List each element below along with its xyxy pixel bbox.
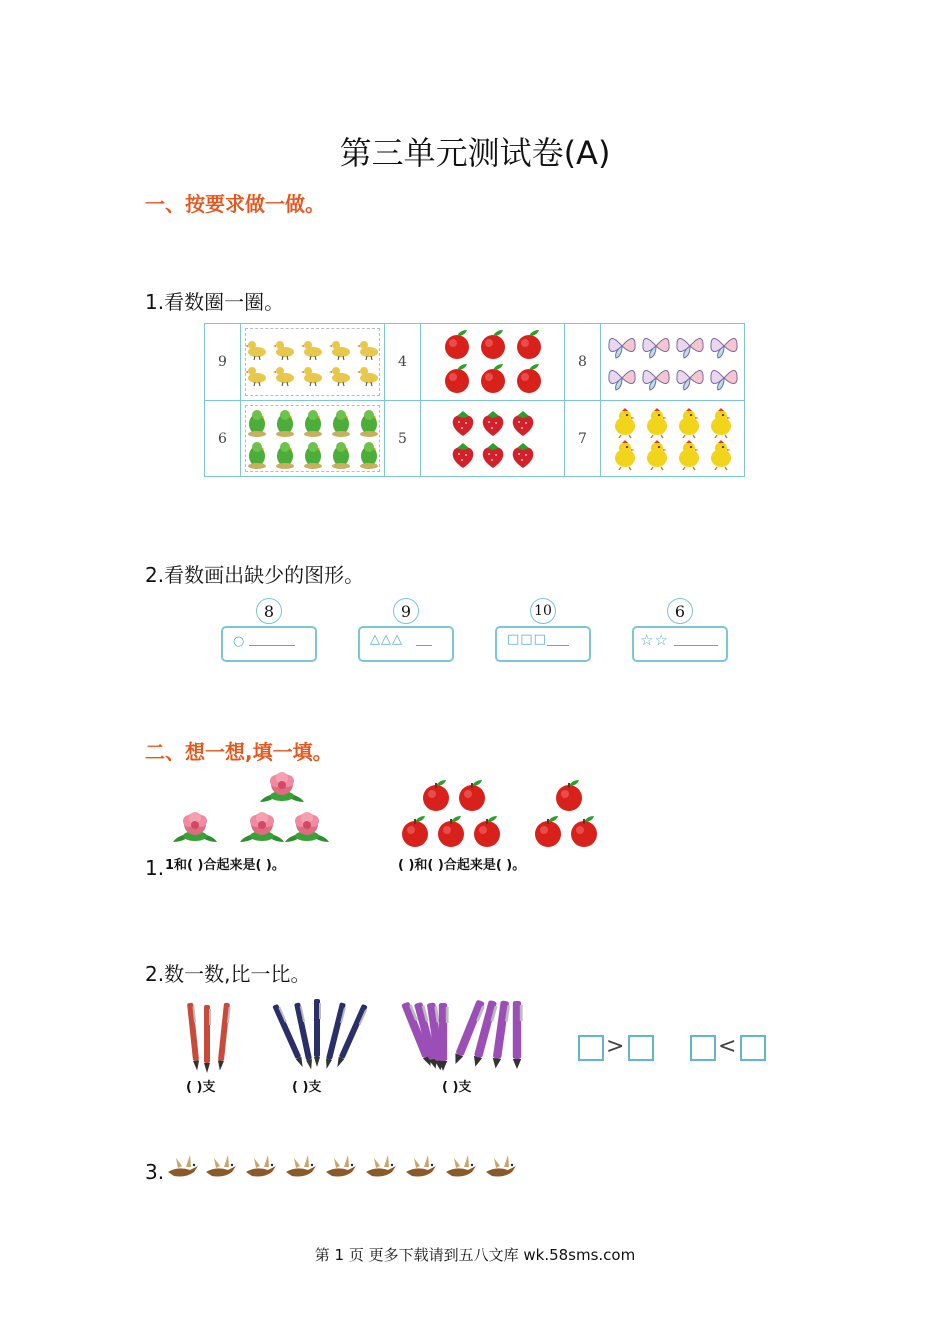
butterfly-icon bbox=[709, 363, 739, 393]
strawberry-icon bbox=[450, 408, 476, 438]
section-1-heading: 一、按要求做一做。 bbox=[145, 192, 325, 216]
apple-icon bbox=[477, 329, 509, 361]
strawberry-icon bbox=[510, 408, 536, 438]
grid-number-cell bbox=[205, 324, 241, 401]
duck-icon bbox=[329, 337, 353, 361]
flower-icon bbox=[260, 772, 304, 802]
answer-box[interactable] bbox=[221, 626, 317, 662]
chick-cell[interactable] bbox=[601, 401, 744, 476]
pen-icon bbox=[187, 1003, 201, 1071]
bird-icon bbox=[486, 1155, 516, 1177]
chick-grid bbox=[611, 408, 735, 470]
chick-icon bbox=[611, 440, 639, 470]
grid-number: 9 bbox=[218, 354, 227, 370]
strawberry-icon bbox=[480, 408, 506, 438]
apple-icon bbox=[556, 780, 582, 811]
duck-cell[interactable] bbox=[241, 324, 385, 401]
page-footer: 第 1 页 更多下载请到五八文库 wk.58sms.com bbox=[314, 1246, 636, 1264]
pens-illustration bbox=[175, 995, 535, 1075]
strawberry-grid bbox=[450, 408, 536, 470]
butterfly-icon bbox=[641, 363, 671, 393]
flower-icon bbox=[240, 812, 284, 842]
compare-box[interactable] bbox=[578, 1035, 604, 1061]
butterfly-icon bbox=[607, 331, 637, 361]
bird-icon bbox=[366, 1155, 396, 1177]
question-2-2-label: 2.数一数,比一比。 bbox=[145, 962, 311, 986]
parrot-icon bbox=[301, 440, 325, 470]
bubble-number: 10 bbox=[534, 603, 552, 619]
apple-icon bbox=[441, 363, 473, 395]
count-circle-grid bbox=[204, 323, 745, 477]
bird-icon bbox=[168, 1155, 198, 1177]
blue-pen-group bbox=[272, 999, 368, 1070]
duck-group bbox=[245, 328, 380, 396]
bubble-number: 8 bbox=[263, 601, 275, 621]
apple-icon bbox=[441, 329, 473, 361]
pen-icon bbox=[314, 999, 321, 1067]
answer-box[interactable] bbox=[632, 626, 728, 662]
grid-number-cell bbox=[205, 401, 241, 476]
answer-line bbox=[674, 644, 718, 646]
duck-icon bbox=[245, 337, 269, 361]
answer-line bbox=[249, 644, 295, 646]
answer-box[interactable] bbox=[358, 626, 454, 662]
number-bubble bbox=[530, 598, 556, 624]
grid-number: 6 bbox=[218, 430, 227, 447]
apple-cell[interactable] bbox=[421, 324, 565, 401]
grid-number-cell bbox=[565, 324, 601, 401]
apple-grid bbox=[441, 329, 545, 395]
answer-box[interactable] bbox=[495, 626, 591, 662]
bird-icon bbox=[406, 1155, 436, 1177]
answer-line bbox=[416, 644, 432, 646]
less-than-sign: < bbox=[718, 1034, 737, 1059]
duck-grid bbox=[245, 337, 381, 387]
chick-icon bbox=[675, 440, 703, 470]
apple-icon bbox=[474, 816, 500, 847]
red-pen-group bbox=[187, 1003, 231, 1073]
parrot-icon bbox=[357, 440, 381, 470]
blue-pen-count[interactable]: ( )支 bbox=[292, 1080, 322, 1095]
question-2-1-label: 1. bbox=[145, 856, 165, 880]
butterfly-cell[interactable] bbox=[601, 324, 744, 401]
flower-group bbox=[170, 768, 340, 848]
pen-icon bbox=[217, 1003, 231, 1071]
bird-icon bbox=[326, 1155, 356, 1177]
question-2-3-label: 3. bbox=[145, 1160, 165, 1184]
duck-icon bbox=[329, 363, 353, 387]
parrot-icon bbox=[357, 408, 381, 438]
apple-icon bbox=[459, 780, 485, 811]
triangle-shapes: △△△ bbox=[370, 632, 403, 647]
duck-icon bbox=[357, 337, 381, 361]
pen-icon bbox=[513, 1001, 523, 1069]
compare-box[interactable] bbox=[628, 1035, 654, 1061]
duck-icon bbox=[273, 337, 297, 361]
number-bubble bbox=[256, 598, 282, 624]
chick-icon bbox=[643, 408, 671, 438]
apple-icon bbox=[477, 363, 509, 395]
bird-icon bbox=[206, 1155, 236, 1177]
butterfly-icon bbox=[675, 363, 705, 393]
butterfly-icon bbox=[641, 331, 671, 361]
strawberry-cell[interactable] bbox=[421, 401, 565, 476]
parrot-icon bbox=[273, 440, 297, 470]
bird-icon bbox=[246, 1155, 276, 1177]
butterfly-icon bbox=[675, 331, 705, 361]
duck-icon bbox=[245, 363, 269, 387]
grid-number-cell bbox=[385, 324, 421, 401]
purple-pen-group bbox=[401, 999, 522, 1071]
apple-icon bbox=[513, 329, 545, 361]
page-title: 第三单元测试卷(A) bbox=[339, 134, 611, 172]
grid-number: 8 bbox=[578, 354, 587, 370]
parrot-icon bbox=[301, 408, 325, 438]
number-bubble bbox=[393, 598, 419, 624]
red-pen-count[interactable]: ( )支 bbox=[186, 1080, 216, 1095]
apple-icon bbox=[402, 816, 428, 847]
number-bubble bbox=[667, 598, 693, 624]
flower-icon bbox=[173, 812, 217, 842]
chick-icon bbox=[707, 440, 735, 470]
section-2-heading: 二、想一想,填一填。 bbox=[145, 740, 333, 764]
greater-than-sign: > bbox=[606, 1034, 625, 1059]
parrot-icon bbox=[245, 408, 269, 438]
apple-icon bbox=[571, 816, 597, 847]
grid-number: 7 bbox=[578, 430, 587, 447]
circle-shapes: ○ bbox=[233, 634, 246, 649]
parrot-icon bbox=[245, 440, 269, 470]
duck-icon bbox=[273, 363, 297, 387]
strawberry-icon bbox=[510, 440, 536, 470]
grid-number: 5 bbox=[398, 430, 407, 447]
apple-icon bbox=[423, 780, 449, 811]
butterfly-icon bbox=[709, 331, 739, 361]
apple-icon bbox=[513, 363, 545, 395]
star-shapes: ☆☆ bbox=[640, 631, 669, 649]
square-shapes: □□□ bbox=[507, 632, 547, 647]
pen-icon bbox=[204, 1005, 211, 1073]
chick-icon bbox=[707, 408, 735, 438]
parrot-icon bbox=[273, 408, 297, 438]
strawberry-icon bbox=[450, 440, 476, 470]
parrot-cell[interactable] bbox=[241, 401, 385, 476]
apple-icon bbox=[438, 816, 464, 847]
shape-card-10[interactable] bbox=[495, 598, 595, 668]
shape-card-8[interactable] bbox=[221, 598, 321, 668]
flower-icon bbox=[285, 812, 329, 842]
parrot-group bbox=[245, 405, 380, 472]
compare-box[interactable] bbox=[690, 1035, 716, 1061]
question-1-1-label: 1.看数圈一圈。 bbox=[145, 290, 285, 314]
bubble-number: 9 bbox=[400, 601, 412, 621]
purple-pen-count[interactable]: ( )支 bbox=[442, 1080, 472, 1095]
answer-line bbox=[547, 644, 569, 646]
duck-icon bbox=[357, 363, 381, 387]
chick-icon bbox=[675, 408, 703, 438]
flower-fill-sentence[interactable]: 1和( )合起来是( )。 bbox=[165, 858, 285, 873]
butterfly-grid bbox=[607, 331, 739, 393]
grid-number: 4 bbox=[398, 354, 407, 370]
compare-box[interactable] bbox=[740, 1035, 766, 1061]
butterfly-icon bbox=[607, 363, 637, 393]
shape-card-6[interactable] bbox=[632, 598, 732, 668]
grid-number-cell bbox=[385, 401, 421, 476]
grid-number-cell bbox=[565, 401, 601, 476]
parrot-grid bbox=[245, 408, 381, 470]
apple-icon bbox=[535, 816, 561, 847]
parrot-icon bbox=[329, 408, 353, 438]
chick-icon bbox=[643, 440, 671, 470]
duck-icon bbox=[301, 363, 325, 387]
parrot-icon bbox=[329, 440, 353, 470]
shape-card-9[interactable] bbox=[358, 598, 458, 668]
bird-icon bbox=[446, 1155, 476, 1177]
duck-icon bbox=[301, 337, 325, 361]
bubble-number: 6 bbox=[674, 601, 686, 621]
apple-fill-sentence[interactable]: ( )和( )合起来是( )。 bbox=[398, 858, 526, 873]
strawberry-icon bbox=[480, 440, 506, 470]
apple-group bbox=[398, 776, 603, 851]
birds-row bbox=[162, 1150, 522, 1182]
chick-icon bbox=[611, 408, 639, 438]
bird-icon bbox=[286, 1155, 316, 1177]
question-1-2-label: 2.看数画出缺少的图形。 bbox=[145, 563, 365, 587]
